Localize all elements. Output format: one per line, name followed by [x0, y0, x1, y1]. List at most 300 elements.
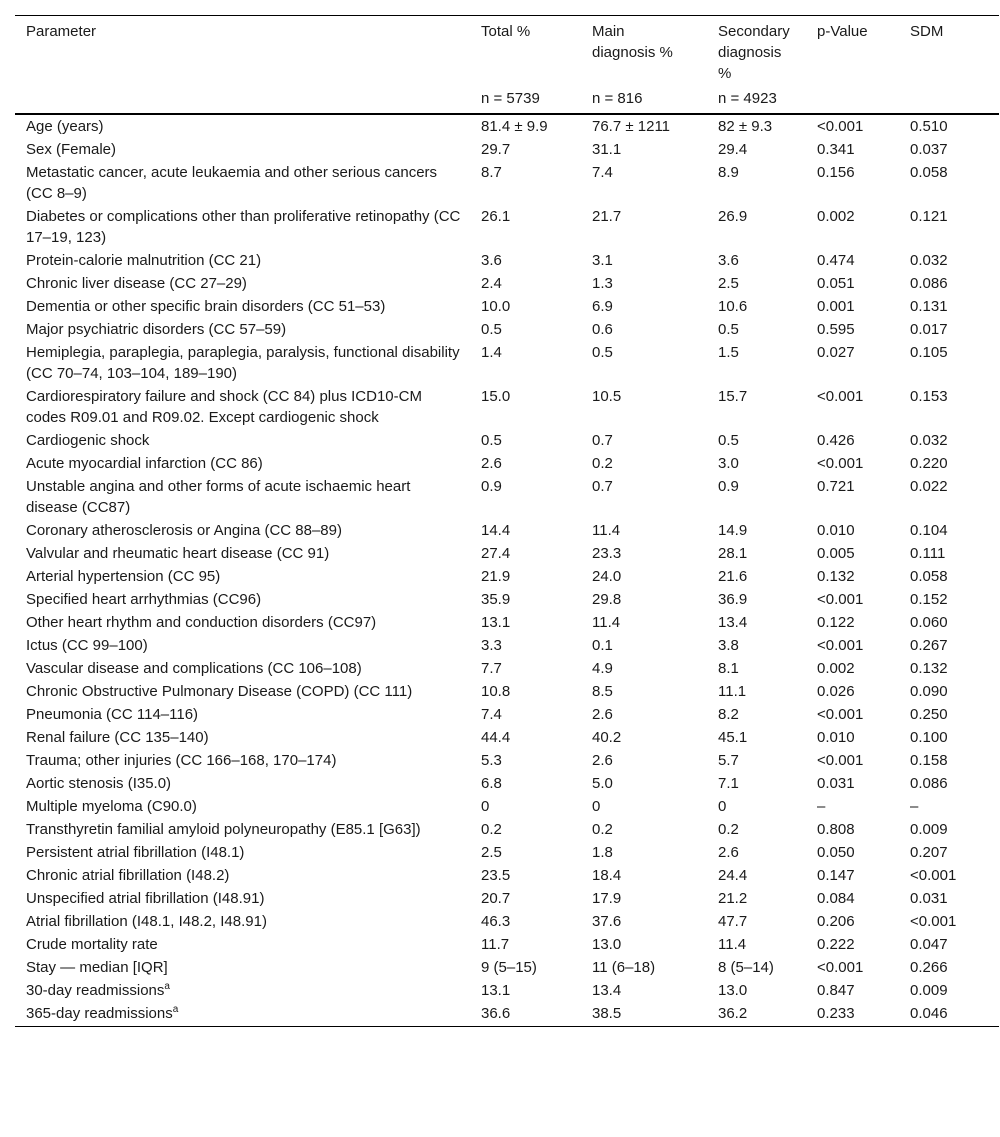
- cell-secondary-diagnosis-text: 8.1: [718, 660, 739, 677]
- cell-total-text: 5.3: [481, 752, 502, 769]
- cell-total: [470, 956, 581, 979]
- cell-total-text: 46.3: [481, 913, 511, 930]
- cell-p-value: [806, 542, 899, 565]
- cell-p-value: [806, 452, 899, 475]
- cell-sdm-text: 0.105: [910, 344, 948, 361]
- cell-secondary-diagnosis: [707, 452, 806, 475]
- cell-parameter-text: Chronic liver disease (CC 27–29): [26, 275, 247, 292]
- cell-main-diagnosis-text: 1.3: [592, 275, 613, 292]
- cell-p-value-text: 0.122: [817, 614, 855, 631]
- cell-main-diagnosis: [581, 703, 707, 726]
- cell-sdm: [899, 114, 999, 138]
- cell-parameter-text: Major psychiatric disorders (CC 57–59): [26, 321, 287, 338]
- cell-total-text: 13.1: [481, 614, 511, 631]
- cell-secondary-diagnosis: [707, 565, 806, 588]
- cell-total: [470, 161, 581, 205]
- footnote-marker: a: [164, 981, 170, 992]
- cell-parameter: [15, 429, 470, 452]
- cell-parameter: [15, 249, 470, 272]
- table-row: [15, 249, 999, 272]
- cell-main-diagnosis-text: 0.7: [592, 478, 613, 495]
- cell-main-diagnosis-text: 13.0: [592, 936, 622, 953]
- table-row: [15, 542, 999, 565]
- cell-parameter-text: Unstable angina and other forms of acute ischaemic heart disease (CC87): [26, 478, 411, 516]
- cell-total: [470, 249, 581, 272]
- cell-total: [470, 475, 581, 519]
- cell-p-value-text: 0.426: [817, 432, 855, 449]
- cell-sdm: [899, 703, 999, 726]
- table-row: [15, 475, 999, 519]
- cell-main-diagnosis-text: 1.8: [592, 844, 613, 861]
- cell-p-value-text: 0.222: [817, 936, 855, 953]
- cell-parameter: [15, 565, 470, 588]
- cell-p-value-text: 0.005: [817, 545, 855, 562]
- cell-secondary-diagnosis-text: 7.1: [718, 775, 739, 792]
- table-row: [15, 519, 999, 542]
- cell-main-diagnosis: [581, 205, 707, 249]
- cell-parameter-text: Atrial fibrillation (I48.1, I48.2, I48.91): [26, 913, 267, 930]
- cell-main-diagnosis: [581, 341, 707, 385]
- table-row: [15, 272, 999, 295]
- cell-sdm-text: 0.009: [910, 982, 948, 999]
- cell-total: [470, 318, 581, 341]
- cell-total: [470, 841, 581, 864]
- cell-parameter: [15, 611, 470, 634]
- cell-secondary-diagnosis: [707, 542, 806, 565]
- cell-p-value: [806, 429, 899, 452]
- cell-parameter: [15, 772, 470, 795]
- cell-parameter: [15, 588, 470, 611]
- header-main-diagnosis: Main diagnosis %: [581, 16, 707, 89]
- cell-p-value: [806, 385, 899, 429]
- header-n-blank-p: [806, 88, 899, 114]
- data-table-container: [15, 15, 999, 1027]
- cell-sdm-text: <0.001: [910, 867, 957, 884]
- cell-p-value-text: 0.001: [817, 298, 855, 315]
- cell-sdm-text: 0.100: [910, 729, 948, 746]
- cell-main-diagnosis-text: 11.4: [592, 522, 621, 539]
- cell-sdm: [899, 611, 999, 634]
- cell-main-diagnosis-text: 0.2: [592, 455, 613, 472]
- cell-secondary-diagnosis-text: 8.2: [718, 706, 739, 723]
- cell-sdm-text: 0.058: [910, 164, 948, 181]
- header-secondary-diagnosis: Secondary diagnosis %: [707, 16, 806, 89]
- cell-sdm: [899, 887, 999, 910]
- cell-secondary-diagnosis: [707, 795, 806, 818]
- cell-total-text: 6.8: [481, 775, 502, 792]
- cell-parameter: [15, 519, 470, 542]
- cell-main-diagnosis-text: 29.8: [592, 591, 622, 608]
- cell-secondary-diagnosis: [707, 295, 806, 318]
- cell-parameter: [15, 979, 470, 1002]
- cell-secondary-diagnosis-text: 3.6: [718, 252, 739, 269]
- table-row: [15, 205, 999, 249]
- cell-total: [470, 114, 581, 138]
- cell-main-diagnosis: [581, 588, 707, 611]
- cell-secondary-diagnosis-text: 11.4: [718, 936, 747, 953]
- cell-total: [470, 910, 581, 933]
- cell-total: [470, 138, 581, 161]
- cell-total-text: 1.4: [481, 344, 502, 361]
- cell-sdm-text: 0.267: [910, 637, 948, 654]
- cell-parameter-text: Diabetes or complications other than proliferative retinopathy (CC 17–19, 123): [26, 208, 461, 246]
- cell-total-text: 29.7: [481, 141, 511, 158]
- cell-sdm-text: 0.032: [910, 432, 948, 449]
- cell-main-diagnosis: [581, 680, 707, 703]
- header-n-total: n = 5739: [470, 88, 581, 114]
- cell-parameter: [15, 341, 470, 385]
- cell-p-value: [806, 749, 899, 772]
- cell-secondary-diagnosis-text: 0.5: [718, 432, 739, 449]
- cell-sdm: [899, 565, 999, 588]
- cell-secondary-diagnosis-text: 13.0: [718, 982, 748, 999]
- cell-parameter: [15, 1002, 470, 1027]
- cell-p-value-text: 0.808: [817, 821, 855, 838]
- cell-p-value-text: <0.001: [817, 706, 864, 723]
- cell-total-text: 23.5: [481, 867, 511, 884]
- cell-main-diagnosis-text: 0.5: [592, 344, 613, 361]
- cell-total: [470, 429, 581, 452]
- cell-parameter-text: Cardiorespiratory failure and shock (CC 84) plus ICD10-CM codes R09.01 and R09.02. Except cardiogenic shock: [26, 388, 422, 426]
- cell-secondary-diagnosis: [707, 1002, 806, 1027]
- cell-sdm: [899, 452, 999, 475]
- cell-sdm: [899, 161, 999, 205]
- cell-p-value-text: <0.001: [817, 959, 864, 976]
- cell-parameter-text: Trauma; other injuries (CC 166–168, 170–174): [26, 752, 337, 769]
- cell-p-value-text: 0.084: [817, 890, 855, 907]
- cell-secondary-diagnosis: [707, 818, 806, 841]
- cell-sdm-text: 0.111: [910, 545, 946, 562]
- cell-p-value-text: <0.001: [817, 752, 864, 769]
- cell-secondary-diagnosis-text: 0.5: [718, 321, 739, 338]
- cell-total: [470, 726, 581, 749]
- cell-p-value: [806, 295, 899, 318]
- cell-total: [470, 205, 581, 249]
- table-row: [15, 703, 999, 726]
- cell-sdm: [899, 318, 999, 341]
- header-parameter: Parameter: [15, 16, 470, 89]
- cell-p-value-text: 0.050: [817, 844, 855, 861]
- table-row: [15, 726, 999, 749]
- cell-main-diagnosis: [581, 1002, 707, 1027]
- cell-parameter: [15, 452, 470, 475]
- cell-secondary-diagnosis: [707, 161, 806, 205]
- cell-p-value-text: 0.147: [817, 867, 855, 884]
- cell-secondary-diagnosis-text: 14.9: [718, 522, 748, 539]
- cell-p-value: [806, 910, 899, 933]
- cell-main-diagnosis-text: 10.5: [592, 388, 622, 405]
- cell-total: [470, 864, 581, 887]
- cell-p-value: [806, 726, 899, 749]
- cell-p-value: [806, 979, 899, 1002]
- cell-total: [470, 657, 581, 680]
- cell-total-text: 10.0: [481, 298, 511, 315]
- cell-main-diagnosis: [581, 519, 707, 542]
- cell-sdm: [899, 795, 999, 818]
- footnote-marker: a: [172, 1004, 179, 1015]
- cell-p-value: [806, 272, 899, 295]
- cell-main-diagnosis: [581, 634, 707, 657]
- cell-p-value: [806, 657, 899, 680]
- header-n-blank-sdm: [899, 88, 999, 114]
- cell-total-text: 15.0: [481, 388, 511, 405]
- cell-secondary-diagnosis-text: 11.1: [718, 683, 747, 700]
- cell-total-text: 20.7: [481, 890, 511, 907]
- cell-total-text: 8.7: [481, 164, 502, 181]
- cell-total-text: 2.6: [481, 455, 502, 472]
- cell-main-diagnosis: [581, 864, 707, 887]
- cell-main-diagnosis-text: 8.5: [592, 683, 613, 700]
- cell-parameter: [15, 385, 470, 429]
- cell-sdm: [899, 1002, 999, 1027]
- cell-total-text: 35.9: [481, 591, 511, 608]
- cell-p-value-text: 0.027: [817, 344, 855, 361]
- table-header: [15, 16, 999, 115]
- cell-main-diagnosis-text: 3.1: [592, 252, 613, 269]
- cell-p-value: [806, 933, 899, 956]
- cell-total-text: 13.1: [481, 982, 511, 999]
- cell-parameter-text: Specified heart arrhythmias (CC96): [26, 591, 262, 608]
- cell-sdm-text: 0.031: [910, 890, 948, 907]
- cell-main-diagnosis-text: 2.6: [592, 752, 613, 769]
- cell-p-value: [806, 818, 899, 841]
- cell-total-text: 0.9: [481, 478, 502, 495]
- cell-secondary-diagnosis: [707, 519, 806, 542]
- cell-total-text: 2.4: [481, 275, 502, 292]
- cell-parameter-text: Chronic atrial fibrillation (I48.2): [26, 867, 230, 884]
- cell-main-diagnosis: [581, 542, 707, 565]
- cell-main-diagnosis: [581, 138, 707, 161]
- cell-sdm: [899, 249, 999, 272]
- cell-total-text: 3.6: [481, 252, 502, 269]
- table-row: [15, 565, 999, 588]
- cell-sdm-text: 0.132: [910, 660, 948, 677]
- cell-sdm-text: 0.058: [910, 568, 948, 585]
- cell-main-diagnosis-text: 37.6: [592, 913, 622, 930]
- cell-sdm: [899, 272, 999, 295]
- cell-main-diagnosis-text: 13.4: [592, 982, 622, 999]
- cell-parameter-text: Multiple myeloma (C90.0): [26, 798, 197, 815]
- cell-p-value: [806, 114, 899, 138]
- cell-sdm: [899, 542, 999, 565]
- cell-secondary-diagnosis: [707, 887, 806, 910]
- cell-total-text: 81.4 ± 9.9: [481, 118, 548, 135]
- cell-total: [470, 680, 581, 703]
- cell-main-diagnosis: [581, 818, 707, 841]
- cell-p-value-text: <0.001: [817, 637, 864, 654]
- cell-total: [470, 795, 581, 818]
- cell-sdm: [899, 138, 999, 161]
- cell-main-diagnosis: [581, 979, 707, 1002]
- cell-secondary-diagnosis-text: 21.2: [718, 890, 748, 907]
- cell-main-diagnosis-text: 40.2: [592, 729, 622, 746]
- table-row: [15, 910, 999, 933]
- cell-secondary-diagnosis-text: 2.5: [718, 275, 739, 292]
- cell-total: [470, 385, 581, 429]
- cell-p-value-text: <0.001: [817, 455, 864, 472]
- header-p-value: p-Value: [806, 16, 899, 89]
- cell-parameter-text: Transthyretin familial amyloid polyneuropathy (E85.1 [G63]): [26, 821, 421, 838]
- cell-sdm: [899, 205, 999, 249]
- cell-main-diagnosis-text: 0.2: [592, 821, 613, 838]
- header-row: [15, 16, 999, 89]
- cell-sdm-text: 0.009: [910, 821, 948, 838]
- cell-total-text: 0.5: [481, 432, 502, 449]
- table-row: [15, 841, 999, 864]
- cell-parameter: [15, 657, 470, 680]
- cell-total: [470, 887, 581, 910]
- cell-main-diagnosis-text: 23.3: [592, 545, 622, 562]
- cell-parameter: [15, 795, 470, 818]
- cell-parameter: [15, 841, 470, 864]
- cell-main-diagnosis-text: 18.4: [592, 867, 622, 884]
- cell-p-value-text: 0.132: [817, 568, 855, 585]
- cell-parameter-text: Dementia or other specific brain disorders (CC 51–53): [26, 298, 386, 315]
- cell-secondary-diagnosis: [707, 385, 806, 429]
- cell-parameter-text: Coronary atherosclerosis or Angina (CC 88–89): [26, 522, 342, 539]
- cell-parameter: [15, 910, 470, 933]
- cell-sdm-text: 0.060: [910, 614, 948, 631]
- cell-p-value-text: 0.051: [817, 275, 855, 292]
- cell-sdm: [899, 841, 999, 864]
- table-row: [15, 138, 999, 161]
- cell-main-diagnosis: [581, 726, 707, 749]
- cell-total: [470, 979, 581, 1002]
- cell-main-diagnosis: [581, 841, 707, 864]
- cell-p-value-text: 0.233: [817, 1005, 855, 1022]
- cell-secondary-diagnosis-text: 21.6: [718, 568, 748, 585]
- cell-parameter: [15, 749, 470, 772]
- cell-total-text: 3.3: [481, 637, 502, 654]
- cell-total: [470, 588, 581, 611]
- cell-secondary-diagnosis: [707, 588, 806, 611]
- cell-sdm-text: 0.047: [910, 936, 948, 953]
- header-n-row: [15, 88, 999, 114]
- cell-sdm-text: 0.266: [910, 959, 948, 976]
- cell-total: [470, 1002, 581, 1027]
- cell-secondary-diagnosis-text: 26.9: [718, 208, 748, 225]
- cell-parameter-text: Vascular disease and complications (CC 106–108): [26, 660, 362, 677]
- cell-secondary-diagnosis: [707, 657, 806, 680]
- cell-secondary-diagnosis: [707, 114, 806, 138]
- cell-secondary-diagnosis: [707, 634, 806, 657]
- cell-parameter: [15, 956, 470, 979]
- cell-parameter-text: Acute myocardial infarction (CC 86): [26, 455, 263, 472]
- cell-secondary-diagnosis: [707, 249, 806, 272]
- table-row: [15, 864, 999, 887]
- cell-sdm: [899, 749, 999, 772]
- cell-parameter-text: 30-day readmissions: [26, 982, 165, 999]
- cell-total: [470, 634, 581, 657]
- cell-p-value: [806, 519, 899, 542]
- cell-parameter-text: Renal failure (CC 135–140): [26, 729, 209, 746]
- cell-main-diagnosis-text: 11.4: [592, 614, 621, 631]
- cell-total: [470, 749, 581, 772]
- cell-p-value: [806, 634, 899, 657]
- cell-parameter: [15, 114, 470, 138]
- cell-total: [470, 542, 581, 565]
- cell-p-value-text: 0.010: [817, 522, 855, 539]
- cell-main-diagnosis-text: 2.6: [592, 706, 613, 723]
- cell-secondary-diagnosis: [707, 318, 806, 341]
- cell-sdm-text: 0.086: [910, 775, 948, 792]
- cell-total-text: 44.4: [481, 729, 511, 746]
- cell-parameter: [15, 161, 470, 205]
- cell-secondary-diagnosis-text: 24.4: [718, 867, 748, 884]
- cell-total-text: 36.6: [481, 1005, 511, 1022]
- cell-sdm-text: 0.017: [910, 321, 948, 338]
- cell-main-diagnosis: [581, 272, 707, 295]
- table-row: [15, 341, 999, 385]
- cell-main-diagnosis: [581, 161, 707, 205]
- cell-total: [470, 519, 581, 542]
- cell-parameter-text: Age (years): [26, 118, 104, 135]
- cell-total: [470, 818, 581, 841]
- cell-secondary-diagnosis-text: 8.9: [718, 164, 739, 181]
- cell-main-diagnosis: [581, 385, 707, 429]
- cell-parameter-text: Metastatic cancer, acute leukaemia and other serious cancers (CC 8–9): [26, 164, 438, 202]
- cell-main-diagnosis: [581, 114, 707, 138]
- cell-secondary-diagnosis: [707, 864, 806, 887]
- cell-p-value-text: 0.156: [817, 164, 855, 181]
- cell-sdm: [899, 341, 999, 385]
- cell-parameter: [15, 205, 470, 249]
- table-row: [15, 680, 999, 703]
- cell-sdm: [899, 933, 999, 956]
- cell-main-diagnosis: [581, 933, 707, 956]
- cell-main-diagnosis-text: 6.9: [592, 298, 613, 315]
- cell-parameter-text: 365-day readmissions: [26, 1005, 173, 1022]
- table-row: [15, 318, 999, 341]
- cell-main-diagnosis-text: 17.9: [592, 890, 622, 907]
- cell-main-diagnosis: [581, 910, 707, 933]
- table-row: [15, 956, 999, 979]
- cell-p-value: [806, 864, 899, 887]
- cell-total-text: 10.8: [481, 683, 511, 700]
- cell-p-value: [806, 680, 899, 703]
- cell-sdm-text: 0.032: [910, 252, 948, 269]
- cell-secondary-diagnosis-text: 8 (5–14): [718, 959, 774, 976]
- cell-sdm: [899, 979, 999, 1002]
- cell-secondary-diagnosis: [707, 703, 806, 726]
- table-body: [15, 114, 999, 1027]
- cell-p-value: [806, 249, 899, 272]
- cell-sdm-text: –: [910, 798, 919, 815]
- table-row: [15, 634, 999, 657]
- cell-secondary-diagnosis-text: 47.7: [718, 913, 748, 930]
- cell-sdm-text: 0.104: [910, 522, 948, 539]
- cell-main-diagnosis-text: 0.6: [592, 321, 613, 338]
- cell-p-value-text: 0.474: [817, 252, 855, 269]
- cell-main-diagnosis: [581, 956, 707, 979]
- cell-parameter: [15, 318, 470, 341]
- cell-sdm: [899, 429, 999, 452]
- cell-secondary-diagnosis-text: 0: [718, 798, 727, 815]
- cell-secondary-diagnosis: [707, 475, 806, 519]
- cell-p-value-text: 0.341: [817, 141, 855, 158]
- cell-p-value: [806, 138, 899, 161]
- table-row: [15, 588, 999, 611]
- cell-p-value: [806, 588, 899, 611]
- cell-secondary-diagnosis-text: 10.6: [718, 298, 748, 315]
- cell-sdm-text: 0.086: [910, 275, 948, 292]
- cell-secondary-diagnosis: [707, 429, 806, 452]
- cell-parameter: [15, 680, 470, 703]
- cell-main-diagnosis-text: 21.7: [592, 208, 622, 225]
- header-total: Total %: [470, 16, 581, 89]
- cell-p-value-text: 0.595: [817, 321, 855, 338]
- cell-sdm: [899, 772, 999, 795]
